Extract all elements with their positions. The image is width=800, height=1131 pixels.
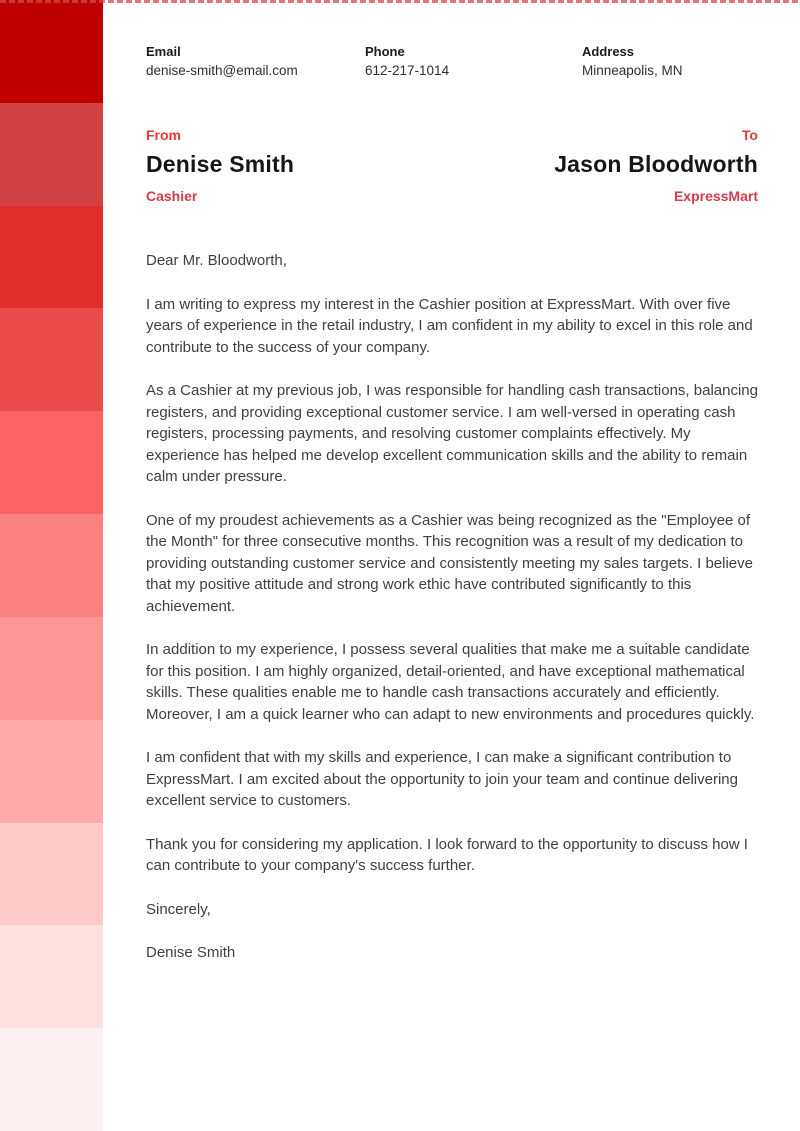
phone-value: 612-217-1014 xyxy=(365,63,450,78)
address-value: Minneapolis, MN xyxy=(582,63,683,78)
sidebar-block xyxy=(0,1028,103,1131)
sidebar-block xyxy=(0,103,103,206)
recipient-company: ExpressMart xyxy=(673,188,758,204)
paragraph: Thank you for considering my application. I look forward to the opportunity to discuss how I can contribute to your company's success further. xyxy=(146,835,748,874)
sidebar-block xyxy=(0,308,103,411)
to-label: To xyxy=(741,127,758,143)
letter-body xyxy=(146,250,758,964)
email-value: denise-smith@email.com xyxy=(146,63,298,78)
signature: Denise Smith xyxy=(146,944,236,961)
contact-email xyxy=(146,42,365,81)
sidebar-block xyxy=(0,514,103,617)
sidebar-block xyxy=(0,823,103,926)
sidebar-block xyxy=(0,0,103,103)
paragraph: I am confident that with my skills and experience, I can make a significant contribution to ExpressMart. I am excited about the opportunity to join your team and continue delivering excellent service to customers. xyxy=(146,749,738,809)
contact-phone xyxy=(365,42,582,81)
recipient-name: Jason Bloodworth xyxy=(554,151,758,177)
sidebar-block xyxy=(0,925,103,1028)
salutation: Dear Mr. Bloodworth, xyxy=(146,252,287,269)
from-label: From xyxy=(146,127,181,143)
parties-row xyxy=(146,126,758,206)
sidebar-block xyxy=(0,720,103,823)
contact-header xyxy=(146,42,758,81)
closing: Sincerely, xyxy=(146,900,211,918)
sidebar xyxy=(0,0,103,1131)
recipient-block xyxy=(554,126,758,206)
paragraph: As a Cashier at my previous job, I was responsible for handling cash transactions, balancing registers, and providing exceptional customer service. I am well-versed in operating cash registers, processing payments, and resolving customer complaints effectively. My experience has helped me develop excellent communication skills and the ability to remain calm under pressure. xyxy=(146,382,758,485)
sender-block xyxy=(146,126,294,206)
phone-label: Phone xyxy=(365,44,405,59)
sender-role: Cashier xyxy=(146,188,198,204)
paragraph: One of my proudest achievements as a Cashier was being recognized as the "Employee of the Month" for three consecutive months. This recognition was a result of my dedication to providing outstanding customer service and consistently meeting my sales targets. I believe that my positive attitude and strong work ethic have contributed significantly to this achievement. xyxy=(146,511,753,615)
sidebar-block xyxy=(0,411,103,514)
email-label: Email xyxy=(146,44,181,59)
address-label: Address xyxy=(582,44,635,59)
paragraph: I am writing to express my interest in the Cashier position at ExpressMart. With over five years of experience in the retail industry, I am confident in my ability to excel in this role and contribute to the success of your company. xyxy=(146,295,753,356)
contact-address xyxy=(582,42,758,81)
letter-content xyxy=(146,0,758,964)
paragraph: In addition to my experience, I possess several qualities that make me a suitable candidate for this position. I am highly organized, detail-oriented, and have exceptional mathematical skills. These qualities enable me to handle cash transactions accurately and efficiently. Moreover, I am a quick learner who can adapt to new environments and procedures quickly. xyxy=(146,641,755,723)
sender-name: Denise Smith xyxy=(146,151,295,177)
sidebar-block xyxy=(0,206,103,309)
sidebar-block xyxy=(0,617,103,720)
